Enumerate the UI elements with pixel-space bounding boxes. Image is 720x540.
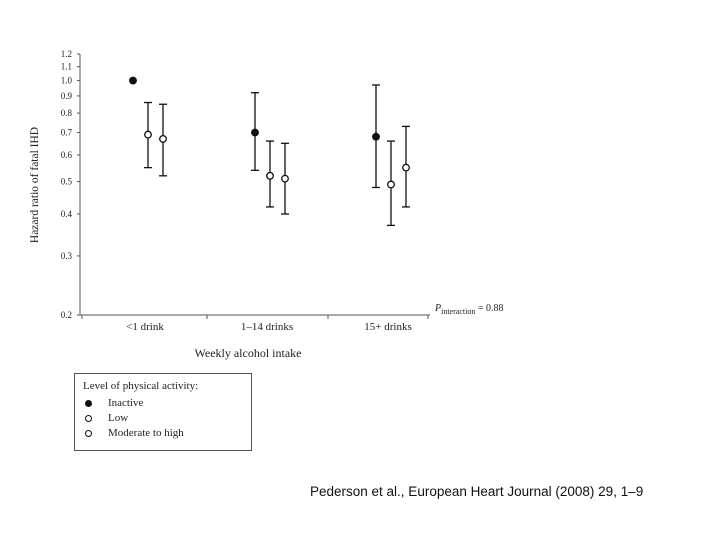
legend-label: Inactive — [108, 397, 144, 409]
y-tick-label: 0.5 — [60, 176, 72, 187]
y-tick-label: 1.1 — [60, 61, 72, 72]
series-moderate-to-high — [159, 104, 410, 214]
legend-item-inactive — [85, 396, 143, 410]
filled-circle-icon — [85, 400, 92, 407]
data-point — [252, 129, 259, 136]
series-low — [144, 103, 395, 226]
data-point — [267, 173, 274, 180]
data-point — [373, 133, 380, 140]
y-tick-label: 0.3 — [60, 250, 72, 261]
legend-label: Low — [108, 412, 129, 424]
y-axis-label: Hazard ratio of fatal IHD — [29, 126, 41, 244]
legend-item-moderate-to-high — [85, 426, 184, 440]
x-tick-label: 15+ drinks — [364, 321, 412, 333]
legend-title: Level of physical activity: — [83, 380, 199, 392]
data-point — [130, 77, 137, 84]
y-tick-label: 0.2 — [60, 310, 72, 320]
data-series — [130, 77, 410, 225]
y-tick-label: 1.0 — [60, 75, 72, 86]
series-inactive — [130, 77, 380, 187]
x-tick-label: <1 drink — [126, 321, 164, 333]
y-tick-label: 0.4 — [60, 209, 72, 220]
data-point — [388, 181, 395, 188]
legend-label: Moderate to high — [108, 427, 184, 439]
y-tick-label: 0.6 — [60, 149, 72, 160]
legend — [74, 373, 252, 451]
y-tick-label: 0.8 — [60, 108, 72, 119]
data-point — [403, 164, 410, 171]
y-axis — [61, 49, 80, 320]
interaction-p-value — [434, 303, 503, 316]
data-point — [160, 136, 167, 143]
y-tick-label: 0.9 — [60, 90, 72, 101]
data-point — [282, 175, 289, 182]
annotation-prefix: P — [435, 303, 442, 314]
citation: Pederson et al., European Heart Journal (2008) 29, 1–9 — [310, 484, 644, 499]
x-axis — [80, 315, 430, 333]
y-tick-label: 1.2 — [60, 49, 72, 59]
data-point — [145, 131, 152, 138]
annotation-suffix: = 0.88 — [475, 303, 504, 314]
open-circle-icon — [85, 430, 92, 437]
x-axis-label: Weekly alcohol intake — [194, 346, 302, 360]
annotation-subscript: interaction — [441, 307, 476, 316]
open-circle-icon — [85, 415, 92, 422]
y-tick-label: 0.7 — [60, 127, 72, 138]
legend-item-low — [85, 411, 128, 425]
x-tick-label: 1–14 drinks — [240, 321, 294, 333]
